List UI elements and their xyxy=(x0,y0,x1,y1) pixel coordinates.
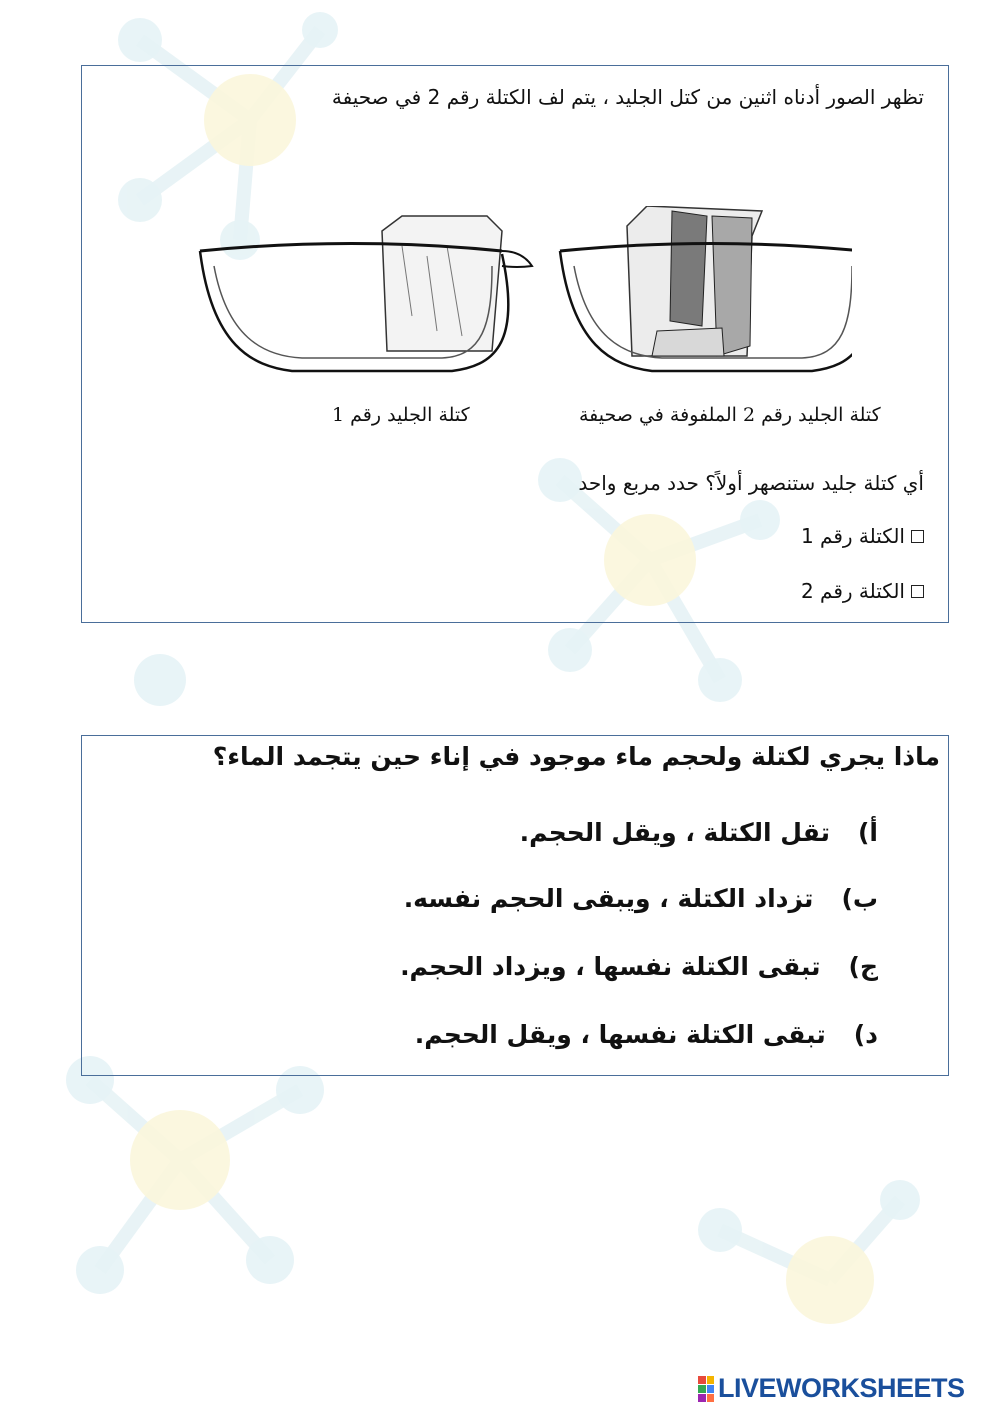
choice-a-text: تقل الكتلة ، ويقل الحجم. xyxy=(519,818,830,847)
choice-c-text: تبقى الكتلة نفسها ، ويزداد الحجم. xyxy=(400,952,821,981)
checkbox-block-1[interactable] xyxy=(911,530,924,543)
choice-d-letter: د) xyxy=(853,1020,878,1049)
checkbox-block-2[interactable] xyxy=(911,585,924,598)
question-1-box xyxy=(81,65,949,623)
liveworksheets-logo-text: LIVEWORKSHEETS xyxy=(718,1373,965,1403)
liveworksheets-logo-icon xyxy=(698,1376,714,1402)
choice-c-letter: ج) xyxy=(848,952,878,981)
caption-ice-block-1: كتلة الجليد رقم 1 xyxy=(332,404,470,426)
choice-d[interactable] xyxy=(415,1020,878,1049)
choice-d-text: تبقى الكتلة نفسها ، ويقل الحجم. xyxy=(414,1020,826,1049)
question-2-box xyxy=(81,735,949,1076)
option-label-block-2: الكتلة رقم 2 xyxy=(800,579,905,603)
question-1-prompt: أي كتلة جليد ستنصهر أولاً؟ حدد مربع واحد xyxy=(578,471,924,495)
option-block-2[interactable] xyxy=(801,579,924,603)
question-1-intro: تظهر الصور أدناه اثنين من كتل الجليد ، يتم لف الكتلة رقم 2 في صحيفة xyxy=(331,85,924,109)
bowl-block-2 xyxy=(560,206,852,371)
choice-b-letter: ب) xyxy=(841,884,878,913)
bowl-block-1 xyxy=(200,216,532,371)
choice-b-text: تزداد الكتلة ، ويبقى الحجم نفسه. xyxy=(403,884,814,913)
caption-ice-block-2: كتلة الجليد رقم 2 الملفوفة في صحيفة xyxy=(579,404,881,426)
choice-a-letter: أ) xyxy=(858,818,878,847)
option-block-1[interactable] xyxy=(801,524,924,548)
option-label-block-1: الكتلة رقم 1 xyxy=(800,524,905,548)
choice-c[interactable] xyxy=(400,952,878,981)
ice-bowls-illustration xyxy=(192,206,852,406)
question-2-prompt: ماذا يجري لكتلة ولحجم ماء موجود في إناء حين يتجمد الماء؟ xyxy=(212,742,940,771)
choice-a[interactable] xyxy=(520,818,878,847)
liveworksheets-logo[interactable] xyxy=(698,1373,965,1404)
choice-b[interactable] xyxy=(404,884,878,913)
